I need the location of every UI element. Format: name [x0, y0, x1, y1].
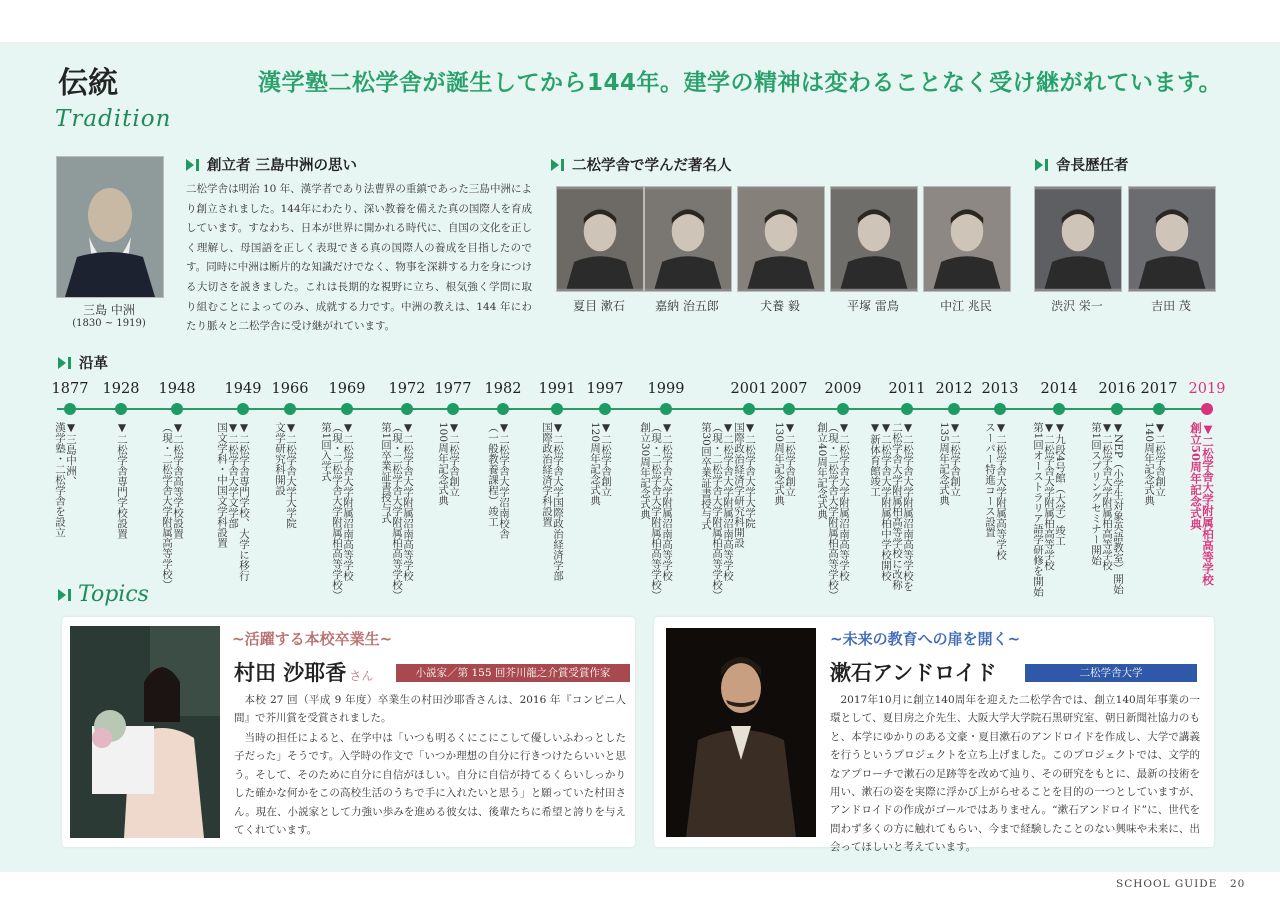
- founder-years: (1830 ~ 1919): [72, 318, 146, 329]
- timeline-dot: [1053, 403, 1065, 415]
- timeline-dot: [743, 403, 755, 415]
- android-paragraph: 2017年10月に創立140周年を迎えた二松学舎では、創立140周年事業の一環として、夏目房之介先生、大阪大学大学院石黒研究室、朝日新聞社協力のもと、本学にゆかりのある文豪・夏目漱石のアンドロイドを作成し、大学で講義を行うというプロジェクトを立ち上げました。このプロジェクトでは、文学的なアプローチで漱石の足跡等を改めて辿り、その研究をもとに、最新の技術を用い、漱石の姿を実際に浮かび上がらせることを目的の一つとしていますが、アンドロイドの作成がゴールではありません。“漱石アンドロイド”に、世代を問わず多くの方に触れてもらい、今まで経験したことのない興味や未来に、出会ってほしいと考えています。: [830, 694, 1200, 854]
- timeline-dot: [1153, 403, 1165, 415]
- timeline-dot: [341, 403, 353, 415]
- founder-paragraph: 二松学舎は明治 10 年、漢学者であり法曹界の重鎮であった三島中洲により創立されました。144年にわたり、深い教養を備えた真の国際人を育成しています。すなわち、日本が世界に開かれる時代に、自国の文化を正しく理解し、母国語を正しく表現できる真の国際人の養成を目指したのです。同時に中洲は断片的な知識だけでなく、物事を深耕する力を身につける大切さを説きました。これは長期的な視野に立ち、根気強く学問に取り組むことによってのみ、成就する力です。中洲の教えは、144 年にわたり脈々と二松学舎に受け継がれています。: [186, 183, 532, 333]
- timeline-heading-text: 沿革: [79, 356, 108, 372]
- timeline-event: ▼二松学舎創立 130周年記念式典: [773, 422, 796, 506]
- timeline-line: [57, 408, 1213, 410]
- timeline-event: ▼二松学舎大学大学院 文学研究科開設: [274, 422, 297, 529]
- founder-heading-text: 創立者 三島中洲の思い: [207, 158, 358, 174]
- heading-marker-icon: [1035, 159, 1043, 171]
- timeline-year: 2011: [888, 381, 926, 397]
- headline: 漢学塾二松学舎が誕生してから144年。建学の精神は変わることなく受け継がれています。: [258, 70, 1223, 96]
- alumna-paragraph-2: 当時の担任によると、在学中は「いつも明るくにこにこして優しいふわっとした子だった」そうです。入学時の作文で「いつか理想の自分に行きつけたらいいと思う。そして、そのために自分に自信がほしい。自分に自信が持てるくらいしっかりした確かな何かをこの高校生活のうちで手に入れたいと思う」と願っていた村田さん。現在、小説家として力強い歩みを進める彼女は、後輩たちに希望と誇りを与えてくれています。: [234, 732, 626, 837]
- portrait-image: [557, 187, 643, 291]
- timeline-event: ▼二松学舎大学附属沼南高等学校 （現・二松学舎大学附属柏高等学校） 創立30周年記念式典: [639, 422, 673, 601]
- timeline-event: ▼二松学舎大学附属高等学校 スーパー特進コース設置: [984, 422, 1007, 560]
- timeline-event: ▼二松学舎大学国際政治経済学部 国際政治経済学科設置: [541, 422, 564, 581]
- timeline-dot: [401, 403, 413, 415]
- timeline-dot: [1111, 403, 1123, 415]
- heading-bar-icon: [68, 589, 71, 601]
- president-portrait: [1034, 186, 1122, 292]
- presidents-heading-text: 舎長歴任者: [1056, 158, 1129, 174]
- president-name: 吉田 茂: [1151, 299, 1191, 313]
- timeline-year: 2014: [1040, 381, 1078, 397]
- timeline-year: 1972: [388, 381, 426, 397]
- android-photo: [666, 628, 816, 837]
- timeline-year: 1991: [538, 381, 576, 397]
- timeline-year: 1949: [224, 381, 262, 397]
- founder-name: 三島 中洲: [83, 303, 135, 317]
- alumni-portrait: [923, 186, 1011, 292]
- timeline-dot: [599, 403, 611, 415]
- page-number: 20: [1230, 878, 1246, 890]
- portrait-image: [57, 157, 163, 297]
- timeline-dot: [783, 403, 795, 415]
- heading-bar-icon: [68, 357, 71, 369]
- alumna-honorific: さん: [349, 669, 374, 683]
- timeline-event: ▼二松学舎大学附属沼南高等学校 （現・二松学舎大学附属柏高等学校） 第1回卒業証書授与式: [380, 422, 414, 601]
- section-title: 伝統: [58, 66, 118, 101]
- alumni-portrait: [556, 186, 644, 292]
- timeline-event: ▼二松学舎大学附属柏高等学校 創立50周年記念式典: [1189, 422, 1215, 586]
- topic-card-android: [654, 617, 1214, 854]
- timeline-year: 1999: [647, 381, 685, 397]
- timeline-event: ▼二松学舎専門学校設置: [116, 422, 128, 539]
- timeline-year: 1948: [158, 381, 196, 397]
- footer-label: SCHOOL GUIDE: [1116, 878, 1218, 890]
- timeline-year: 2013: [981, 381, 1019, 397]
- timeline-year: 2017: [1140, 381, 1178, 397]
- timeline-year: 1982: [484, 381, 522, 397]
- alumni-name: 嘉納 治五郎: [655, 299, 719, 313]
- timeline-event: ▼二松学舎大学附属沼南高等学校 （現・二松学舎大学附属柏高等学校） 創立40周年記念式典: [816, 422, 850, 601]
- presidents-heading: [1035, 154, 1129, 175]
- topic-card-alumna: [62, 617, 635, 847]
- portrait-image: [645, 187, 731, 291]
- alumni-portrait: [644, 186, 732, 292]
- timeline-dot: [115, 403, 127, 415]
- timeline-year: 2009: [824, 381, 862, 397]
- timeline-dot: [948, 403, 960, 415]
- timeline-dot: [994, 403, 1006, 415]
- timeline-dot: [447, 403, 459, 415]
- alumna-name: [234, 657, 373, 687]
- timeline-event: ▼二松学舎大学沼南校舎 （一般教養課程）竣工: [487, 422, 510, 539]
- timeline-dot: [901, 403, 913, 415]
- alumni-heading-text: 二松学舎で学んだ著名人: [572, 158, 732, 174]
- heading-marker-icon: [186, 159, 194, 171]
- timeline-dot: [660, 403, 672, 415]
- android-image: [666, 628, 816, 837]
- timeline-year: 1966: [271, 381, 309, 397]
- timeline-year: 1928: [102, 381, 140, 397]
- timeline-year: 1877: [51, 381, 89, 397]
- heading-marker-icon: [551, 159, 559, 171]
- president-name: 渋沢 栄一: [1051, 299, 1103, 313]
- topics-heading-marker: [58, 589, 79, 601]
- timeline-event: ▼二松学舎創立 140周年記念式典: [1143, 422, 1166, 506]
- alumni-heading: [551, 154, 732, 175]
- timeline-event: ▼二松学舎創立 100周年記念式典: [437, 422, 460, 506]
- heading-marker-icon: [58, 589, 66, 601]
- heading-bar-icon: [561, 159, 564, 171]
- android-tag: 二松学舎大学: [1025, 664, 1197, 682]
- alumni-name: 平塚 雷鳥: [847, 299, 899, 313]
- portrait-image: [1035, 187, 1121, 291]
- alumna-subtitle: ~活躍する本校卒業生~: [232, 630, 393, 648]
- president-portrait: [1128, 186, 1216, 292]
- alumni-name: 夏目 漱石: [573, 299, 625, 313]
- timeline-event: ▼二松学舎専門学校、大学に移行 ▼二松学舎大学文学部 国文学科・中国文学科設置: [216, 422, 250, 581]
- timeline-year: 2012: [935, 381, 973, 397]
- timeline-year: 2019: [1188, 381, 1226, 397]
- timeline-dot: [837, 403, 849, 415]
- founder-portrait: [56, 156, 164, 298]
- alumna-photo: [70, 626, 220, 838]
- timeline-event: ▼九段4号館（大学）竣工 ▼二松学舎大学附属柏高等学校 第1回オーストラリア語学研修を開始: [1032, 422, 1066, 597]
- heading-bar-icon: [196, 159, 199, 171]
- section-title-english: Tradition: [55, 106, 172, 132]
- timeline-event: ▼NEP（小学生対象英語教室）開始 ▼二松学舎大学附属柏高等学校 第1回スプリングセミナー開始: [1090, 422, 1124, 595]
- heading-marker-icon: [58, 357, 66, 369]
- scan-top-margin: [0, 0, 1280, 42]
- portrait-image: [831, 187, 917, 291]
- timeline-dot: [64, 403, 76, 415]
- alumni-name: 中江 兆民: [940, 299, 992, 313]
- timeline-heading: [58, 352, 108, 373]
- scan-bottom-margin: [0, 872, 1280, 905]
- founder-heading: [186, 154, 357, 175]
- timeline-year: 1997: [586, 381, 624, 397]
- timeline-event: ▼三島中洲、 漢学塾・二松学舎を設立: [54, 422, 77, 538]
- timeline-event: ▼二松学舎創立 120周年記念式典: [589, 422, 612, 506]
- alumni-portrait: [830, 186, 918, 292]
- timeline-year: 2016: [1098, 381, 1136, 397]
- alumna-name-text: 村田 沙耶香: [234, 661, 347, 685]
- timeline-event: ▼二松学舎大学附属沼南高等学校 （現・二松学舎大学附属柏高等学校） 第1回入学式: [320, 422, 354, 601]
- alumna-tag: 小説家／第 155 回芥川龍之介賞受賞作家: [396, 664, 630, 682]
- timeline-dot: [1201, 403, 1213, 415]
- timeline-year: 2007: [770, 381, 808, 397]
- timeline-year: 2001: [730, 381, 768, 397]
- topics-heading: Topics: [78, 582, 149, 607]
- timeline-dot: [284, 403, 296, 415]
- alumni-portrait: [737, 186, 825, 292]
- timeline-event: ▼二松学舎大学附属沼南高等学校を 二松学舎大学附属柏高等学校に改称 ▼二松学舎大学附属柏中学校開校 ▼新体育館竣工: [869, 422, 914, 592]
- timeline-year: 1977: [434, 381, 472, 397]
- alumna-paragraph-1: 本校 27 回（平成 9 年度）卒業生の村田沙耶香さんは、2016 年『コンビニ人間』で芥川賞を受賞されました。: [234, 694, 626, 725]
- timeline-dot: [551, 403, 563, 415]
- timeline-event: ▼二松学舎創立 135周年記念式典: [938, 422, 961, 506]
- portrait-image: [738, 187, 824, 291]
- portrait-image: [924, 187, 1010, 291]
- timeline-dot: [237, 403, 249, 415]
- alumni-name: 犬養 毅: [760, 299, 800, 313]
- portrait-image: [1129, 187, 1215, 291]
- alumna-image: [70, 626, 220, 838]
- timeline-year: 1969: [328, 381, 366, 397]
- android-name: 漱石アンドロイド: [830, 661, 997, 685]
- timeline-dot: [497, 403, 509, 415]
- android-subtitle: ~未来の教育への扉を開く~: [830, 630, 1021, 648]
- timeline-event: ▼二松学舎大学大学院 国際政治経済学研究科開設 ▼二松学舎大学附属沼南高等学校 （現・二松学舎大学附属柏高等学校） 第30回卒業証書授与式: [700, 422, 756, 601]
- timeline-event: ▼二松学舎高等学校設置 （現・二松学舎大学附属高等学校）: [161, 422, 184, 590]
- heading-bar-icon: [1045, 159, 1048, 171]
- timeline-dot: [171, 403, 183, 415]
